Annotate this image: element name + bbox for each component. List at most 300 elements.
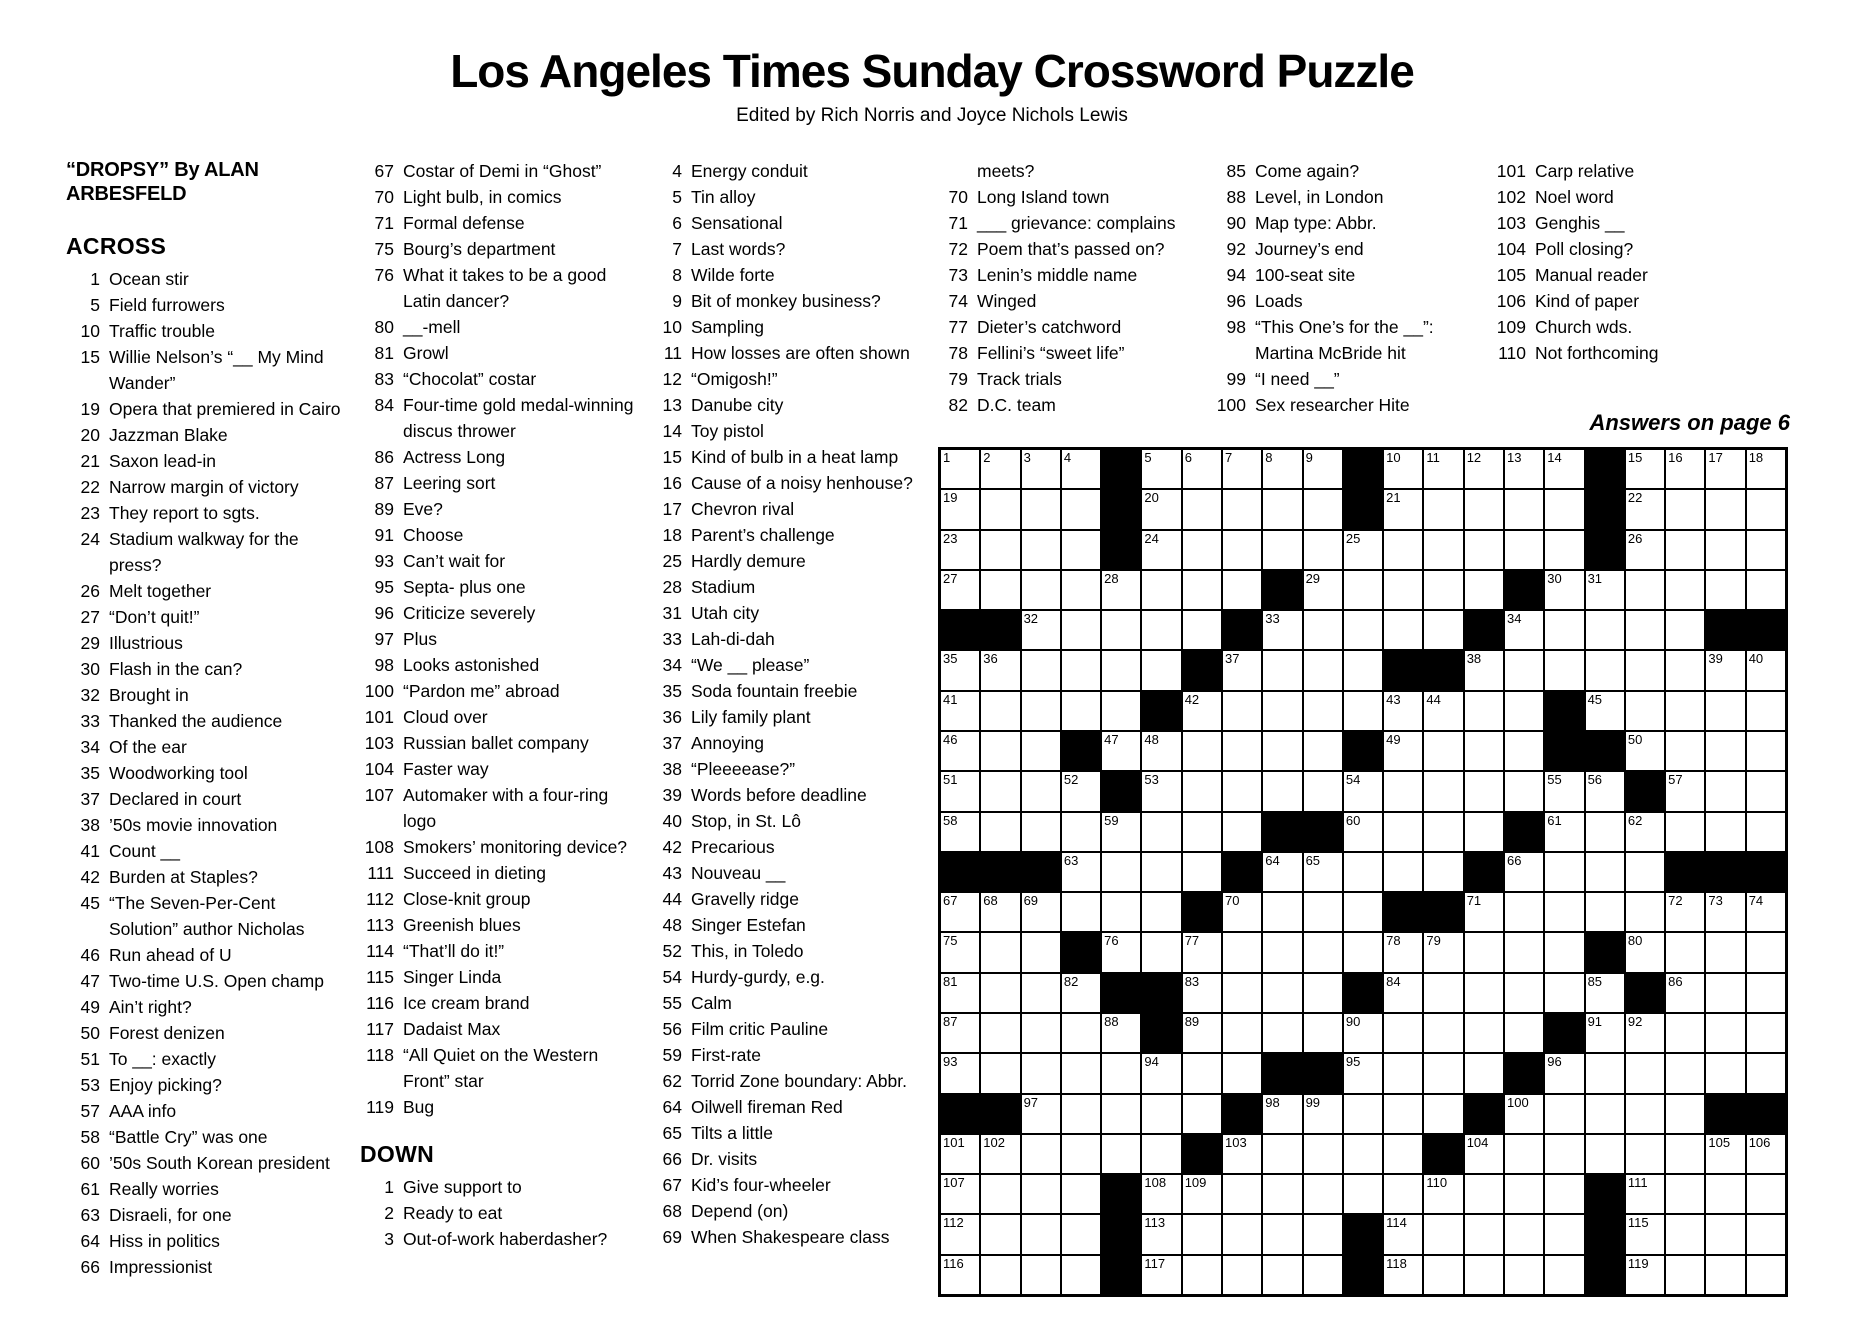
grid-cell-r12c21 (1747, 893, 1785, 931)
grid-cell-r10c1 (941, 813, 979, 851)
grid-cell-number: 51 (943, 772, 958, 788)
grid-cell-r20c1 (941, 1215, 979, 1253)
grid-cell-number: 29 (1305, 570, 1321, 586)
clue-down-72 (934, 236, 1215, 262)
grid-cell-r8c10 (1304, 732, 1342, 770)
grid-cell-r18c15 (1505, 1135, 1543, 1173)
clue-down-25 (648, 548, 929, 574)
clue-down-38 (648, 756, 929, 782)
grid-cell-r1c18 (1626, 450, 1664, 488)
grid-cell-r15c8 (1223, 1014, 1261, 1052)
grid-cell-r20c2 (981, 1215, 1019, 1253)
clue-across-37 (66, 786, 347, 812)
clue-number: 80 (374, 317, 394, 337)
clue-text: What it takes to be a good Latin dancer? (403, 265, 607, 311)
grid-cell-r8c6 (1142, 732, 1180, 770)
clue-number: 3 (384, 1229, 394, 1249)
grid-cell-r15c6 (1142, 1014, 1180, 1052)
grid-cell-r16c1 (941, 1054, 979, 1092)
grid-cell-r14c13 (1424, 974, 1462, 1012)
grid-cell-number: 59 (1104, 812, 1119, 828)
grid-cell-r5c14 (1465, 611, 1503, 649)
clue-across-119 (360, 1094, 641, 1120)
grid-cell-r15c19 (1666, 1014, 1704, 1052)
grid-cell-number: 119 (1627, 1255, 1649, 1271)
grid-cell-number: 57 (1668, 772, 1683, 788)
grid-cell-r13c15 (1505, 933, 1543, 971)
grid-cell-r7c5 (1102, 692, 1140, 730)
grid-cell-r18c10 (1304, 1135, 1342, 1173)
grid-cell-r12c12 (1384, 893, 1422, 931)
clue-number: 40 (662, 811, 682, 831)
clue-number: 57 (80, 1101, 100, 1121)
answers-note: Answers on page 6 (1589, 410, 1790, 435)
grid-cell-r12c14 (1465, 893, 1503, 931)
clue-text: Ready to eat (403, 1203, 503, 1223)
grid-cell-r19c13 (1424, 1175, 1462, 1213)
down-header: DOWN (360, 1141, 435, 1167)
clue-number: 117 (366, 1019, 394, 1039)
grid-cell-number: 70 (1224, 893, 1240, 909)
clue-down-3 (360, 1226, 641, 1252)
grid-cell-r8c14 (1465, 732, 1503, 770)
clue-down-42 (648, 834, 929, 860)
clue-text: “Pleeeease?” (691, 759, 796, 779)
clue-down-18 (648, 522, 929, 548)
clue-number: 101 (1496, 161, 1526, 181)
grid-cell-r13c17 (1586, 933, 1624, 971)
grid-cell-number: 27 (943, 570, 958, 586)
clue-number: 10 (80, 321, 100, 341)
clue-down-33 (648, 626, 929, 652)
clue-text: Last words? (691, 239, 786, 259)
grid-cell-r11c21 (1747, 853, 1785, 891)
clue-text: Calm (691, 993, 732, 1013)
grid-cell-r1c17 (1586, 450, 1624, 488)
grid-cell-r8c12 (1384, 732, 1422, 770)
clue-across-93 (360, 548, 641, 574)
clue-down-39 (648, 782, 929, 808)
grid-cell-r1c2 (981, 450, 1019, 488)
grid-cell-r8c16 (1545, 732, 1583, 770)
clue-number: 44 (662, 889, 682, 909)
clue-across-23 (66, 500, 347, 526)
grid-cell-r9c19 (1666, 772, 1704, 810)
clue-text: “That’ll do it!” (403, 941, 505, 961)
grid-cell-r2c8 (1223, 490, 1261, 528)
grid-cell-r7c14 (1465, 692, 1503, 730)
clue-number: 38 (662, 759, 682, 779)
clue-text: Russian ballet company (403, 733, 589, 753)
grid-cell-r8c17 (1586, 732, 1624, 770)
clue-number: 88 (1226, 187, 1246, 207)
grid-cell-r5c10 (1304, 611, 1342, 649)
grid-cell-r6c1 (941, 651, 979, 689)
grid-cell-r4c6 (1142, 571, 1180, 609)
grid-cell-r8c13 (1424, 732, 1462, 770)
grid-cell-r1c6 (1142, 450, 1180, 488)
clue-text: Saxon lead-in (109, 451, 217, 471)
clue-number: 54 (662, 967, 682, 987)
clue-number: 109 (1496, 317, 1526, 337)
grid-cell-r13c12 (1384, 933, 1422, 971)
grid-cell-r3c17 (1586, 531, 1624, 569)
clue-column-6 (1492, 158, 1792, 366)
clue-text: Plus (403, 629, 438, 649)
clue-across-71 (360, 210, 641, 236)
grid-cell-r9c11 (1344, 772, 1382, 810)
grid-cell-number: 62 (1627, 812, 1643, 828)
grid-cell-r1c21 (1747, 450, 1785, 488)
grid-cell-r5c7 (1183, 611, 1221, 649)
grid-cell-number: 11 (1426, 450, 1440, 465)
grid-cell-number: 6 (1184, 450, 1192, 465)
clue-text: Depend (on) (691, 1201, 789, 1221)
grid-cell-r15c17 (1586, 1014, 1624, 1052)
grid-cell-number: 31 (1587, 570, 1603, 586)
grid-cell-r11c7 (1183, 853, 1221, 891)
grid-cell-r2c19 (1666, 490, 1704, 528)
grid-cell-r10c15 (1505, 813, 1543, 851)
grid-cell-r10c21 (1747, 813, 1785, 851)
clue-down-1 (360, 1174, 641, 1200)
grid-cell-number: 87 (943, 1013, 958, 1029)
grid-cell-r11c9 (1263, 853, 1301, 891)
grid-cell-r11c19 (1666, 853, 1704, 891)
grid-cell-r13c3 (1022, 933, 1060, 971)
clue-down-69 (648, 1224, 929, 1250)
clue-down-4 (648, 158, 929, 184)
grid-cell-r8c7 (1183, 732, 1221, 770)
clue-across-84 (360, 392, 641, 444)
grid-cell-r21c18 (1626, 1256, 1664, 1294)
grid-cell-r18c13 (1424, 1135, 1462, 1173)
clue-text: Faster way (403, 759, 489, 779)
clue-down-continuation (934, 158, 1215, 184)
grid-cell-number: 86 (1668, 973, 1683, 989)
grid-cell-number: 105 (1708, 1134, 1731, 1150)
grid-cell-r3c6 (1142, 531, 1180, 569)
clue-number: 64 (80, 1231, 100, 1251)
clue-text: Track trials (977, 369, 1062, 389)
grid-cell-r3c19 (1666, 531, 1704, 569)
grid-cell-r2c1 (941, 490, 979, 528)
grid-cell-r19c15 (1505, 1175, 1543, 1213)
grid-cell-r18c4 (1062, 1135, 1100, 1173)
clue-text: Stop, in St. Lô (691, 811, 801, 831)
grid-cell-r12c6 (1142, 893, 1180, 931)
grid-cell-number: 44 (1426, 691, 1441, 707)
clue-down-17 (648, 496, 929, 522)
clue-text: Chevron rival (691, 499, 795, 519)
grid-cell-r16c3 (1022, 1054, 1060, 1092)
grid-cell-r8c8 (1223, 732, 1261, 770)
clue-number: 72 (948, 239, 968, 259)
grid-cell-number: 100 (1506, 1094, 1529, 1110)
clue-across-64 (66, 1228, 347, 1254)
clue-text: Close-knit group (403, 889, 531, 909)
grid-cell-number: 84 (1386, 973, 1401, 989)
clue-down-37 (648, 730, 929, 756)
grid-cell-r18c17 (1586, 1135, 1624, 1173)
clue-number: 29 (80, 633, 100, 653)
clue-across-15 (66, 344, 347, 396)
clue-across-117 (360, 1016, 641, 1042)
grid-cell-r11c17 (1586, 853, 1624, 891)
grid-cell-number: 73 (1708, 893, 1723, 909)
grid-cell-r14c21 (1747, 974, 1785, 1012)
clue-number: 106 (1496, 291, 1526, 311)
grid-cell-r4c4 (1062, 571, 1100, 609)
clue-across-103 (360, 730, 641, 756)
clue-number: 91 (374, 525, 394, 545)
clue-text: Not forthcoming (1535, 343, 1659, 363)
clue-down-68 (648, 1198, 929, 1224)
grid-cell-r11c15 (1505, 853, 1543, 891)
grid-cell-r7c4 (1062, 692, 1100, 730)
clue-text: “Chocolat” costar (403, 369, 537, 389)
clue-number: 118 (366, 1045, 394, 1065)
grid-cell-r11c4 (1062, 853, 1100, 891)
grid-cell-r8c1 (941, 732, 979, 770)
clue-across-24 (66, 526, 347, 578)
clue-down-94 (1212, 262, 1493, 288)
clue-across-60 (66, 1150, 347, 1176)
grid-cell-r17c6 (1142, 1095, 1180, 1133)
grid-cell-r10c11 (1344, 813, 1382, 851)
down-clues-part5 (1492, 158, 1792, 366)
grid-cell-r14c3 (1022, 974, 1060, 1012)
clue-number: 34 (80, 737, 100, 757)
grid-cell-r21c11 (1344, 1256, 1382, 1294)
across-clues-part2 (360, 158, 641, 1120)
clue-text: Looks astonished (403, 655, 540, 675)
grid-cell-r20c7 (1183, 1215, 1221, 1253)
clue-number: 82 (948, 395, 968, 415)
grid-cell-r12c13 (1424, 893, 1462, 931)
clue-text: Lenin’s middle name (977, 265, 1138, 285)
grid-cell-r10c16 (1545, 813, 1583, 851)
clue-down-102 (1492, 184, 1792, 210)
clue-down-13 (648, 392, 929, 418)
clue-number: 63 (80, 1205, 100, 1225)
grid-cell-number: 99 (1305, 1094, 1321, 1110)
grid-cell-r13c11 (1344, 933, 1382, 971)
grid-cell-number: 54 (1345, 772, 1361, 788)
grid-cell-number: 53 (1144, 772, 1159, 788)
clue-number: 66 (662, 1149, 682, 1169)
grid-cell-r6c11 (1344, 651, 1382, 689)
clue-number: 11 (663, 343, 682, 363)
clue-across-61 (66, 1176, 347, 1202)
grid-cell-r19c14 (1465, 1175, 1503, 1213)
grid-cell-r20c4 (1062, 1215, 1100, 1253)
grid-cell-number: 64 (1265, 852, 1280, 868)
grid-cell-r3c3 (1022, 531, 1060, 569)
grid-cell-r14c1 (941, 974, 979, 1012)
grid-cell-r9c9 (1263, 772, 1301, 810)
across-header: ACROSS (66, 233, 167, 259)
clue-down-109 (1492, 314, 1792, 340)
grid-cell-r1c12 (1384, 450, 1422, 488)
grid-cell-number: 55 (1547, 772, 1562, 788)
clue-text: Illustrious (109, 633, 183, 653)
clue-number: 98 (374, 655, 394, 675)
grid-cell-r1c16 (1545, 450, 1583, 488)
clue-text: 100-seat site (1255, 265, 1356, 285)
grid-cell-r1c4 (1062, 450, 1100, 488)
grid-cell-r16c16 (1545, 1054, 1583, 1092)
grid-cell-r12c9 (1263, 893, 1301, 931)
clue-across-89 (360, 496, 641, 522)
clue-down-85 (1212, 158, 1493, 184)
grid-cell-number: 77 (1184, 933, 1200, 949)
clue-number: 25 (662, 551, 682, 571)
grid-cell-number: 35 (943, 651, 958, 667)
grid-cell-r15c21 (1747, 1014, 1785, 1052)
grid-cell-r5c1 (941, 611, 979, 649)
clue-number: 41 (80, 841, 100, 861)
grid-cell-r6c5 (1102, 651, 1140, 689)
grid-cell-r9c21 (1747, 772, 1785, 810)
grid-cell-r14c16 (1545, 974, 1583, 1012)
grid-cell-r16c2 (981, 1054, 1019, 1092)
grid-cell-r19c16 (1545, 1175, 1583, 1213)
grid-cell-number: 98 (1265, 1094, 1280, 1110)
clue-text: Level, in London (1255, 187, 1384, 207)
grid-cell-r3c13 (1424, 531, 1462, 569)
grid-cell-r10c7 (1183, 813, 1221, 851)
clue-down-59 (648, 1042, 929, 1068)
grid-cell-r14c11 (1344, 974, 1382, 1012)
grid-cell-number: 89 (1184, 1013, 1200, 1029)
grid-cell-r5c5 (1102, 611, 1140, 649)
clue-down-11 (648, 340, 929, 366)
grid-cell-r14c4 (1062, 974, 1100, 1012)
clue-text: Leering sort (403, 473, 496, 493)
grid-cell-r8c11 (1344, 732, 1382, 770)
grid-cell-r20c10 (1304, 1215, 1342, 1253)
clue-text: Film critic Pauline (691, 1019, 829, 1039)
grid-cell-number: 23 (943, 530, 958, 546)
grid-cell-r19c1 (941, 1175, 979, 1213)
grid-cell-r16c12 (1384, 1054, 1422, 1092)
grid-cell-r15c10 (1304, 1014, 1342, 1052)
grid-cell-r21c9 (1263, 1256, 1301, 1294)
grid-cell-r15c13 (1424, 1014, 1462, 1052)
grid-cell-r21c7 (1183, 1256, 1221, 1294)
clue-number: 14 (662, 421, 682, 441)
grid-cell-r6c15 (1505, 651, 1543, 689)
grid-cell-r4c12 (1384, 571, 1422, 609)
clue-across-70 (360, 184, 641, 210)
clue-text: Formal defense (403, 213, 525, 233)
clue-down-74 (934, 288, 1215, 314)
grid-cell-number: 94 (1144, 1054, 1159, 1070)
grid-cell-r21c15 (1505, 1256, 1543, 1294)
grid-cell-r16c11 (1344, 1054, 1382, 1092)
clue-number: 70 (948, 187, 968, 207)
clue-column-4 (934, 158, 1215, 418)
clue-number: 47 (80, 971, 100, 991)
grid-cell-number: 92 (1627, 1013, 1643, 1029)
grid-cell-number: 47 (1104, 731, 1119, 747)
clue-number: 77 (948, 317, 968, 337)
grid-cell-r20c9 (1263, 1215, 1301, 1253)
grid-cell-r14c6 (1142, 974, 1180, 1012)
clue-number: 103 (1496, 213, 1526, 233)
clue-text: Run ahead of U (109, 945, 232, 965)
clue-number: 112 (366, 889, 394, 909)
clue-text: Willie Nelson’s “__ My Mind Wander” (109, 347, 324, 393)
grid-cell-r4c14 (1465, 571, 1503, 609)
clue-number: 33 (662, 629, 682, 649)
clue-text: D.C. team (977, 395, 1056, 415)
clue-text: Traffic trouble (109, 321, 216, 341)
grid-cell-r7c16 (1545, 692, 1583, 730)
clue-number: 101 (364, 707, 394, 727)
grid-cell-r4c9 (1263, 571, 1301, 609)
clue-text: Eve? (403, 499, 443, 519)
clue-down-73 (934, 262, 1215, 288)
grid-cell-r13c5 (1102, 933, 1140, 971)
clue-across-5 (66, 292, 347, 318)
grid-cell-r5c18 (1626, 611, 1664, 649)
clue-text: Wilde forte (691, 265, 775, 285)
clue-number: 81 (374, 343, 394, 363)
grid-cell-r8c4 (1062, 732, 1100, 770)
clue-number: 73 (948, 265, 968, 285)
grid-cell-r20c17 (1586, 1215, 1624, 1253)
clue-number: 110 (1498, 343, 1526, 363)
clue-down-31 (648, 600, 929, 626)
grid-cell-r3c7 (1183, 531, 1221, 569)
grid-cell-r9c5 (1102, 772, 1140, 810)
clue-down-66 (648, 1146, 929, 1172)
grid-cell-r10c2 (981, 813, 1019, 851)
grid-cell-r9c12 (1384, 772, 1422, 810)
clue-text: Actress Long (403, 447, 506, 467)
clue-across-100 (360, 678, 641, 704)
clue-number: 90 (1226, 213, 1246, 233)
grid-cell-number: 116 (943, 1255, 964, 1271)
grid-cell-r10c9 (1263, 813, 1301, 851)
grid-cell-r3c1 (941, 531, 979, 569)
clue-text: Sensational (691, 213, 783, 233)
clue-text: Precarious (691, 837, 775, 857)
grid-cell-r1c13 (1424, 450, 1462, 488)
grid-cell-r2c3 (1022, 490, 1060, 528)
grid-cell-r4c17 (1586, 571, 1624, 609)
clue-number: 96 (374, 603, 394, 623)
grid-cell-number: 93 (943, 1054, 958, 1070)
clue-number: 99 (1226, 369, 1246, 389)
crossword-grid (938, 447, 1788, 1297)
clue-number: 94 (1226, 265, 1246, 285)
grid-cell-r13c16 (1545, 933, 1583, 971)
down-clues-part2 (648, 158, 929, 1250)
grid-cell-r1c7 (1183, 450, 1221, 488)
clue-across-32 (66, 682, 347, 708)
grid-cell-r19c7 (1183, 1175, 1221, 1213)
grid-cell-r9c14 (1465, 772, 1503, 810)
clue-across-87 (360, 470, 641, 496)
grid-cell-r14c18 (1626, 974, 1664, 1012)
grid-cell-number: 5 (1144, 450, 1152, 465)
grid-cell-r21c10 (1304, 1256, 1342, 1294)
grid-cell-r2c9 (1263, 490, 1301, 528)
grid-cell-r6c12 (1384, 651, 1422, 689)
